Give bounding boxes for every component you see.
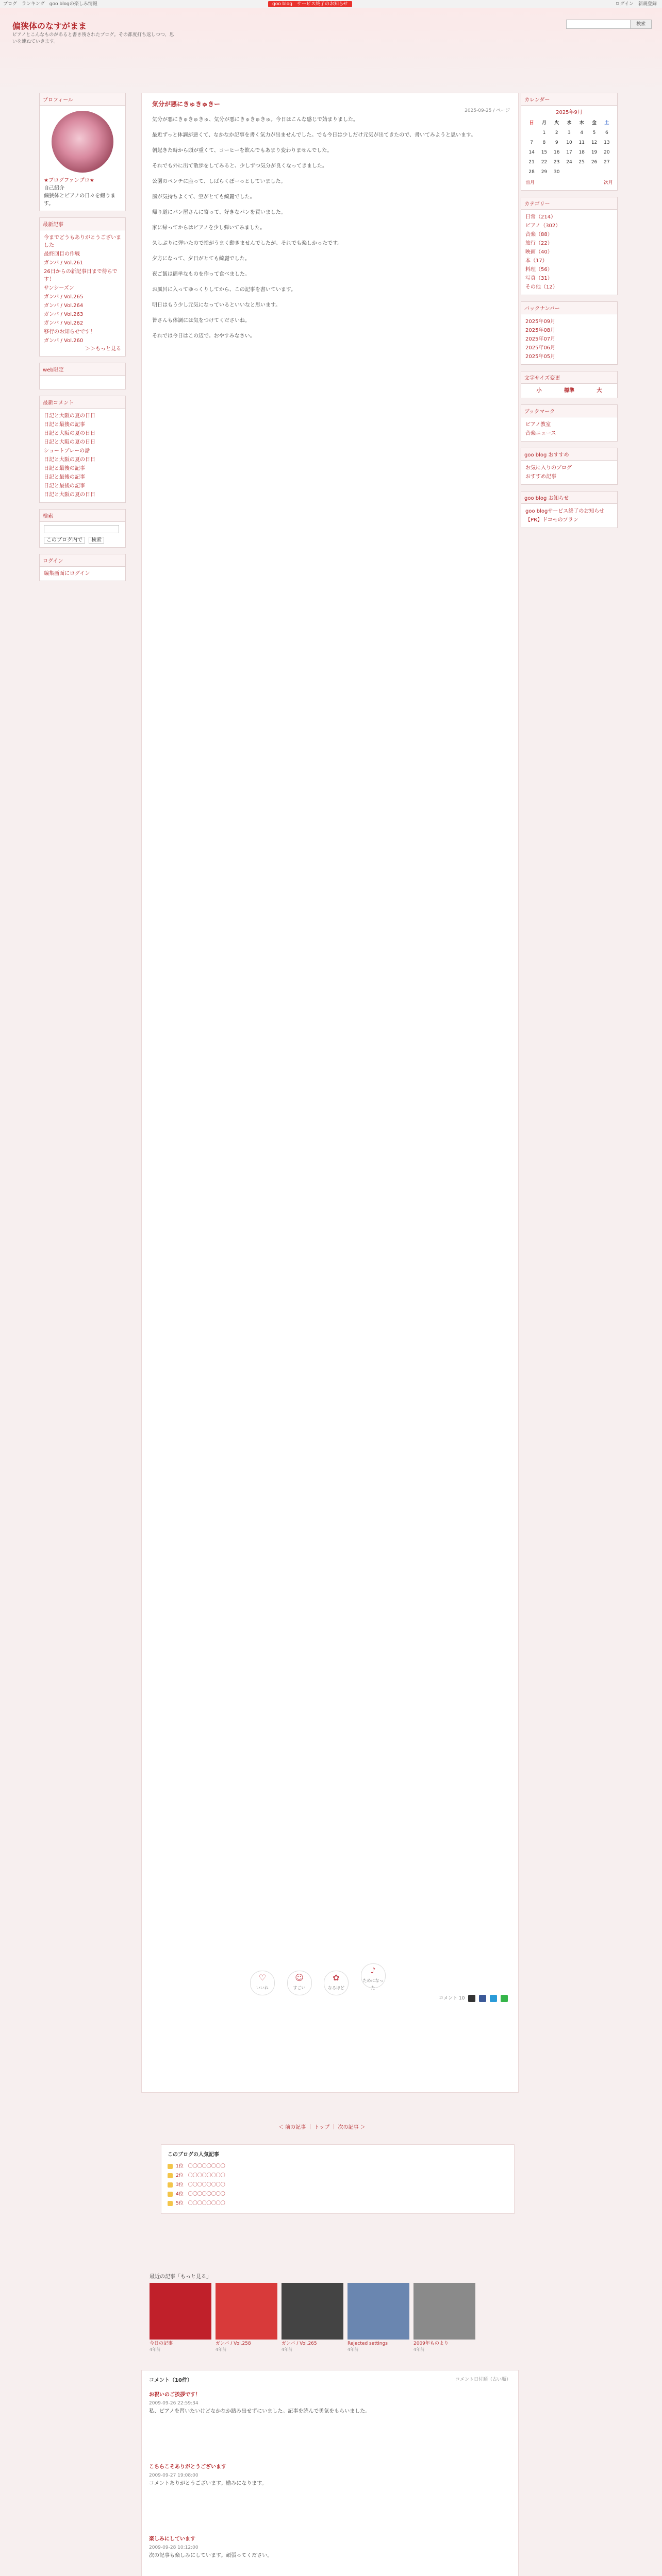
rank-icon bbox=[168, 2173, 173, 2178]
header bbox=[0, 8, 662, 91]
post-paragraph: それでも外に出て散歩をしてみると、少しずつ気分が良くなってきました。 bbox=[152, 163, 327, 169]
service-end-banner[interactable]: goo blog サービス終了のお知らせ bbox=[268, 1, 352, 7]
line-share-icon[interactable] bbox=[501, 1995, 508, 2002]
popular-posts-heading: このブログの人気記事 bbox=[168, 2152, 219, 2158]
list-item[interactable]: ガンバ / Vol.261 bbox=[44, 260, 84, 266]
category-item[interactable]: 料理（56） bbox=[525, 267, 553, 273]
list-item[interactable]: ガンバ / Vol.265 bbox=[44, 294, 84, 300]
backnumber-item[interactable]: 2025年07月 bbox=[525, 336, 556, 342]
backnumber-item[interactable]: 2025年08月 bbox=[525, 328, 556, 333]
comment-text: 私、ピアノを習いたいけどなかなか踏み出せずにいました。記事を読んで勇気をもらいました。 bbox=[149, 2409, 371, 2414]
font-size-box bbox=[521, 371, 618, 398]
post-paragraph: 明日はもう少し元気になっているといいなと思います。 bbox=[152, 302, 281, 308]
comment-text: 次の記事も楽しみにしています。頑張ってください。 bbox=[149, 2553, 273, 2558]
comment-meta: 2009-09-26 22:59:34 bbox=[149, 2401, 198, 2406]
post-paragraph: 夜ご飯は簡単なものを作って食べました。 bbox=[152, 272, 250, 277]
header-search-button[interactable]: 検索 bbox=[630, 20, 652, 29]
post-paragraph: お風呂に入ってゆっくりしてから、この記事を書いています。 bbox=[152, 287, 296, 293]
bookmark-heading: ブックマーク bbox=[521, 405, 617, 417]
recent-posts-box bbox=[39, 217, 126, 357]
reaction-useful-button[interactable]: ♪ ためになった bbox=[361, 1963, 386, 1988]
category-heading: カテゴリー bbox=[521, 197, 617, 210]
related-heading[interactable]: 最近の記事「もっと見る」 bbox=[150, 2274, 211, 2280]
more-recent-link[interactable]: ＞＞もっと見る bbox=[85, 346, 121, 352]
reaction-great-button[interactable]: ☺ すごい bbox=[287, 1971, 312, 1995]
list-item[interactable]: ショートブレーの話 bbox=[44, 448, 90, 454]
goo-recommend-box bbox=[521, 448, 618, 485]
comment-meta: 2009-09-28 10:12:00 bbox=[149, 2545, 198, 2550]
goo-recommend-item[interactable]: お気に入りのブログ bbox=[525, 465, 572, 471]
facebook-share-icon[interactable] bbox=[479, 1995, 486, 2002]
list-item[interactable]: 日記と大阪の夏の日日 bbox=[44, 492, 95, 498]
recent-posts-list bbox=[44, 233, 121, 345]
sidebar-search-button[interactable]: 検索 bbox=[89, 537, 104, 544]
list-item[interactable]: 今までどうもありがとうございました bbox=[44, 235, 121, 248]
calendar-box bbox=[521, 93, 618, 191]
profile-box bbox=[39, 93, 126, 211]
comment-text: コメントありがとうございます。励みになります。 bbox=[149, 2481, 267, 2486]
list-item[interactable]: サンシーズン bbox=[44, 285, 74, 291]
rank-icon bbox=[168, 2182, 173, 2188]
post-paragraph: 風が気持ちよくて、空がとても綺麗でした。 bbox=[152, 194, 255, 200]
font-size-large[interactable]: 大 bbox=[597, 388, 602, 394]
calendar-next-link[interactable]: 次月 bbox=[603, 180, 613, 185]
rank-icon bbox=[168, 2192, 173, 2197]
related-post-card[interactable]: Rejected settings 4年前 bbox=[347, 2283, 409, 2352]
thumbnail-image bbox=[347, 2283, 409, 2340]
thumbnail-image bbox=[413, 2283, 475, 2340]
reaction-like-button[interactable]: ♡ いいね bbox=[250, 1971, 275, 1995]
post-title[interactable]: 気分が悪にきゅきゅきー bbox=[152, 100, 221, 108]
bookmark-box bbox=[521, 404, 618, 442]
recent-posts-heading: 最新記事 bbox=[40, 218, 125, 230]
list-item[interactable]: 最終回目の作戦 bbox=[44, 251, 80, 257]
search-box bbox=[39, 509, 126, 548]
list-item[interactable]: 移行のお知らせです！ bbox=[44, 329, 95, 335]
search-scope-select[interactable]: このブログ内で bbox=[44, 537, 85, 544]
list-item[interactable]: 日記と大阪の夏の日日 bbox=[44, 439, 95, 445]
x-share-icon[interactable] bbox=[468, 1995, 475, 2002]
category-item[interactable]: 写真（31） bbox=[525, 276, 553, 281]
right-sidebar bbox=[521, 93, 618, 534]
popular-post-row[interactable]: 3位 〇〇〇〇〇〇〇〇 bbox=[168, 2180, 508, 2190]
left-sidebar bbox=[39, 93, 126, 587]
list-item[interactable]: 日記と最後の記事 bbox=[44, 466, 85, 471]
profile-name-link[interactable]: ★ブログファンプロ★ bbox=[44, 178, 94, 183]
login-link[interactable]: 編集画面にログイン bbox=[44, 570, 90, 577]
comment-title: お祝いのご挨拶です！ bbox=[149, 2392, 201, 2398]
topbar-links[interactable]: ブログ ランキング goo blogの楽しみ情報 bbox=[3, 2, 97, 7]
post-paragraph: 皆さんも体調には気をつけてくださいね。 bbox=[152, 318, 250, 324]
info-box bbox=[521, 491, 618, 528]
comment-title: 楽しみにしています bbox=[149, 2536, 195, 2542]
note-icon: ♪ bbox=[370, 1965, 376, 1975]
related-post-card[interactable]: ガンバ / Vol.265 4年前 bbox=[282, 2283, 343, 2352]
related-posts bbox=[150, 2272, 510, 2352]
popular-post-row[interactable]: 2位 〇〇〇〇〇〇〇〇 bbox=[168, 2171, 508, 2180]
category-item[interactable]: 音楽（88） bbox=[525, 232, 553, 238]
comment-title: こちらこそありがとうございます bbox=[149, 2464, 226, 2470]
list-item[interactable]: 日記と大阪の夏の日日 bbox=[44, 431, 95, 436]
login-heading: ログイン bbox=[40, 554, 125, 567]
search-heading: 検索 bbox=[40, 510, 125, 522]
category-item[interactable]: その他（12） bbox=[525, 284, 558, 290]
login-links[interactable]: ログイン 新規登録 bbox=[615, 2, 657, 7]
category-item[interactable]: ピアノ（302） bbox=[525, 223, 561, 229]
category-item[interactable]: 映画（40） bbox=[525, 249, 553, 255]
comments-box bbox=[39, 396, 126, 503]
web-box bbox=[39, 363, 126, 389]
backnumber-item[interactable]: 2025年09月 bbox=[525, 319, 556, 325]
popular-post-row[interactable]: 5位 〇〇〇〇〇〇〇〇 bbox=[168, 2199, 508, 2208]
topbar bbox=[0, 0, 662, 9]
category-item[interactable]: 本（17） bbox=[525, 258, 548, 264]
heart-icon: ♡ bbox=[258, 1973, 267, 1982]
share-icons-row bbox=[439, 1994, 508, 2002]
info-heading: goo blog お知らせ bbox=[521, 492, 617, 504]
backnumber-box bbox=[521, 301, 618, 365]
post-paragraph: 最近ずっと体調が悪くて、なかなか記事を書く気力が出ませんでした。でも今日は少しだけ元気が出てきたので、書いてみようと思います。 bbox=[152, 132, 476, 138]
site-description: ピアノとこんなものがあると書き残されたブログ。その都度打ち返しつつ、思いを連ねていきます。 bbox=[12, 32, 174, 44]
thumbnail-image bbox=[216, 2283, 277, 2340]
related-post-card[interactable]: 2009年ものより 4年前 bbox=[413, 2283, 475, 2352]
calendar-prev-link[interactable]: 前月 bbox=[525, 180, 535, 185]
sidebar-search-input[interactable] bbox=[44, 525, 119, 533]
comment-item bbox=[149, 2391, 510, 2422]
info-item[interactable]: 【PR】ドコモのプラン bbox=[525, 517, 578, 523]
calendar-month: 2025年9月 bbox=[556, 110, 583, 115]
bookmark-item[interactable]: ピアノ教室 bbox=[525, 422, 551, 428]
comment-item bbox=[149, 2535, 510, 2566]
site-title[interactable]: 偏狭体のなすがまま bbox=[12, 21, 87, 31]
post-paragraph: 公園のベンチに座って、しばらくぼーっとしていました。 bbox=[152, 179, 286, 184]
post-paragraph: それでは今日はこの辺で。おやすみなさい。 bbox=[152, 333, 255, 339]
popular-post-row[interactable]: 1位 〇〇〇〇〇〇〇〇 bbox=[168, 2162, 508, 2171]
smile-icon: ☺ bbox=[295, 1973, 304, 1982]
reaction-row bbox=[250, 1963, 396, 1995]
comments-list bbox=[44, 412, 121, 499]
related-post-card[interactable]: ガンバ / Vol.258 4年前 bbox=[216, 2283, 277, 2352]
font-size-heading: 文字サイズ変更 bbox=[521, 371, 617, 384]
list-item[interactable]: 日記と最後の記事 bbox=[44, 483, 85, 489]
goo-recommend-item[interactable]: おすすめ記事 bbox=[525, 474, 557, 480]
bookmark-item[interactable]: 音楽ニュース bbox=[525, 431, 556, 436]
comment-meta: 2009-09-27 19:08:00 bbox=[149, 2473, 198, 2478]
category-box bbox=[521, 197, 618, 295]
main-post bbox=[141, 93, 519, 2093]
popular-posts-panel bbox=[161, 2144, 515, 2214]
font-size-normal[interactable]: 標準 bbox=[564, 388, 574, 394]
info-item[interactable]: goo blogサービス終了のお知らせ bbox=[525, 509, 605, 514]
list-item[interactable]: 日記と大阪の夏の日日 bbox=[44, 457, 95, 463]
hatena-share-icon[interactable] bbox=[490, 1995, 497, 2002]
thumbnail-image bbox=[150, 2283, 211, 2340]
avatar bbox=[52, 111, 113, 173]
rank-icon bbox=[168, 2164, 173, 2169]
calendar-heading: カレンダー bbox=[521, 93, 617, 106]
list-item[interactable]: 26日からの新記事日まで待ちです！ bbox=[44, 269, 118, 282]
web-heading: web限定 bbox=[40, 363, 125, 376]
popular-post-row[interactable]: 4位 〇〇〇〇〇〇〇〇 bbox=[168, 2190, 508, 2199]
list-item[interactable]: 日記と最後の記事 bbox=[44, 474, 85, 480]
backnumber-item[interactable]: 2025年06月 bbox=[525, 345, 556, 351]
category-item[interactable]: 日常（214） bbox=[525, 214, 556, 220]
list-item[interactable]: 日記と最後の記事 bbox=[44, 422, 85, 428]
list-item[interactable]: 日記と大阪の夏の日日 bbox=[44, 413, 95, 419]
comments-heading: 最新コメント bbox=[40, 396, 125, 409]
list-item[interactable]: ガンバ / Vol.264 bbox=[44, 303, 84, 309]
profile-bio: 偏狭体とピアノの日々を綴ります。 bbox=[44, 193, 116, 207]
thumbnail-image bbox=[282, 2283, 343, 2340]
list-item[interactable]: ガンバ / Vol.260 bbox=[44, 338, 84, 344]
font-size-small[interactable]: 小 bbox=[536, 388, 542, 394]
list-item[interactable]: ガンバ / Vol.262 bbox=[44, 320, 84, 326]
post-paragraph: 家に帰ってからはピアノを少し弾いてみました。 bbox=[152, 225, 266, 231]
post-pager[interactable]: ＜ 前の記事 ｜ トップ ｜ 次の記事 ＞ bbox=[278, 2125, 366, 2130]
backnumber-item[interactable]: 2025年05月 bbox=[525, 354, 556, 360]
comments-sort[interactable]: コメント日付順（古い順） bbox=[455, 2377, 511, 2382]
rank-icon bbox=[168, 2201, 173, 2206]
login-box bbox=[39, 554, 126, 581]
post-paragraph: 朝起きた時から頭が重くて、コーヒーを飲んでもあまり変わりませんでした。 bbox=[152, 148, 333, 154]
comments-section bbox=[141, 2370, 519, 2576]
reaction-insight-button[interactable]: ✿ なるほど bbox=[324, 1971, 349, 1995]
flower-icon: ✿ bbox=[333, 1973, 340, 1982]
related-post-card[interactable]: 今日の記事 4年前 bbox=[150, 2283, 211, 2352]
post-date: 2025-09-25 / ページ bbox=[465, 108, 510, 113]
post-paragraph: 帰り道にパン屋さんに寄って、好きなパンを買いました。 bbox=[152, 210, 286, 215]
profile-label: 自己紹介 bbox=[44, 185, 64, 191]
header-search-input[interactable] bbox=[566, 20, 631, 29]
calendar-table: 日 月 火 水 木 金 土 1 2 3 4 5 6 7 8 9 10 11 12 13 14 15 16 17 18 19 20 21 22 23 24 25 26 27 28 29 30 bbox=[528, 121, 610, 175]
post-paragraph: 久しぶりに弾いたので指がうまく動きませんでしたが、それでも楽しかったです。 bbox=[152, 241, 343, 246]
list-item[interactable]: ガンバ / Vol.263 bbox=[44, 312, 84, 317]
category-item[interactable]: 旅行（22） bbox=[525, 241, 553, 246]
post-paragraph: 夕方になって、夕日がとても綺麗でした。 bbox=[152, 256, 250, 262]
comments-title: コメント（10件） bbox=[149, 2378, 192, 2383]
post-body bbox=[152, 116, 482, 348]
comment-count[interactable]: コメント 10 bbox=[439, 1996, 465, 2001]
backnumber-heading: バックナンバー bbox=[521, 302, 617, 314]
post-paragraph: 気分が悪にきゅきゅきゅ、気分が悪にきゅきゅきゅ。今日はこんな感じで始まりました。 bbox=[152, 117, 358, 123]
profile-heading: プロフィール bbox=[40, 93, 125, 106]
goo-recommend-heading: goo blog おすすめ bbox=[521, 448, 617, 461]
comment-item bbox=[149, 2463, 510, 2494]
